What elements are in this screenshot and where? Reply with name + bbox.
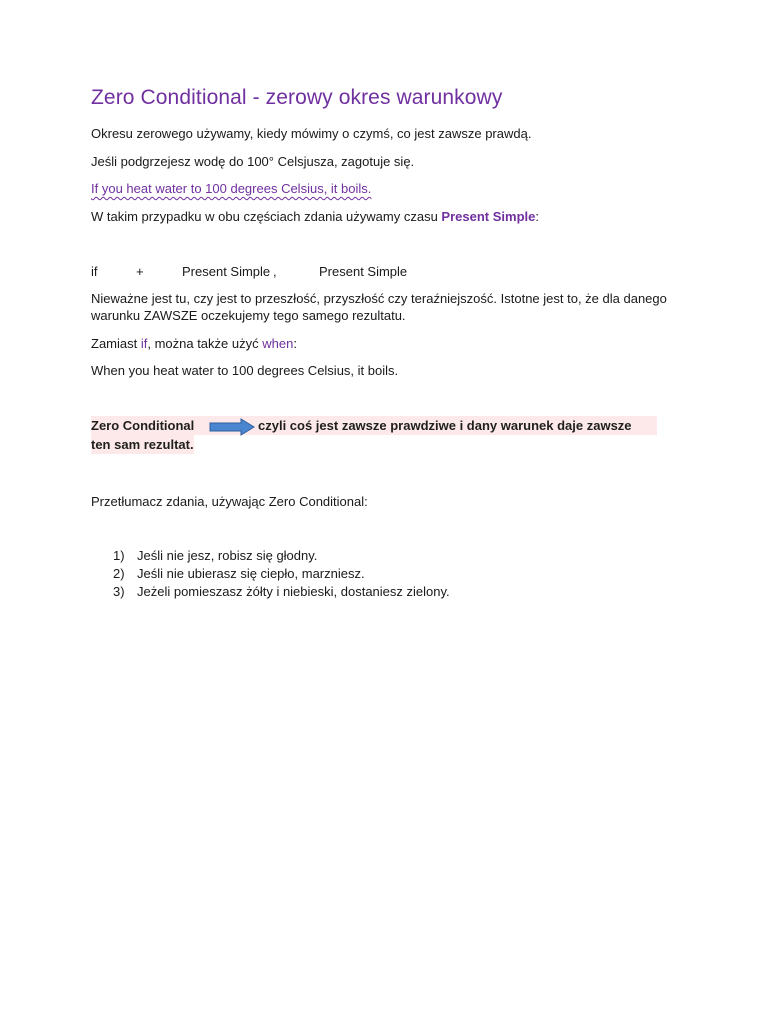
summary-line-1 [91, 416, 657, 435]
list-item-number: 2) [113, 566, 125, 581]
right-arrow-icon [209, 418, 255, 436]
formula-if: if [91, 264, 98, 279]
when-text-after: : [293, 336, 297, 351]
list-item-number: 3) [113, 584, 125, 599]
formula-comma: , [273, 264, 277, 279]
when-text-middle: , można także użyć [147, 336, 263, 351]
summary-highlight [91, 416, 657, 454]
tense-rule-colon: : [535, 209, 539, 224]
list-item-text: Jeśli nie jesz, robisz się głodny. [137, 548, 318, 563]
paragraph-polish-example: Jeśli podgrzejesz wodę do 100° Celsjusza, zagotuje się. [91, 154, 415, 169]
list-item-text: Jeżeli pomieszasz żółty i niebieski, dostaniesz zielony. [137, 584, 450, 599]
formula-row [0, 263, 768, 280]
summary-line-2: ten sam rezultat. [91, 437, 194, 452]
paragraph-definition: Okresu zerowego używamy, kiedy mówimy o czymś, co jest zawsze prawdą. [91, 126, 532, 141]
formula-present-simple-1: Present Simple [182, 264, 271, 279]
formula-plus: + [136, 264, 144, 279]
when-text-before: Zamiast [91, 336, 141, 351]
list-item-text: Jeśli nie ubierasz się ciepło, marzniesz. [137, 566, 365, 581]
tense-rule-text: W takim przypadku w obu częściach zdania używamy czasu [91, 209, 442, 224]
paragraph-when-alternative [91, 335, 297, 352]
exercise-instructions: Przetłumacz zdania, używając Zero Conditional: [91, 494, 368, 509]
summary-term: Zero Conditional [91, 418, 195, 433]
when-if-word: if [140, 336, 148, 351]
when-when-word: when [262, 336, 294, 351]
paragraph-importance-line1: Nieważne jest tu, czy jest to przeszłość, przyszłość czy teraźniejszość. Istotne jest to, że dla danego [91, 291, 667, 306]
formula-present-simple-2: Present Simple [319, 264, 408, 279]
document-title: Zero Conditional - zerowy okres warunkowy [91, 86, 503, 109]
paragraph-english-example: If you heat water to 100 degrees Celsius, it boils. [91, 181, 372, 196]
paragraph-importance-line2: warunku ZAWSZE oczekujemy tego samego rezultatu. [91, 308, 406, 323]
tense-rule-highlight: Present Simple [441, 209, 536, 224]
paragraph-tense-rule [91, 208, 539, 225]
paragraph-when-example: When you heat water to 100 degrees Celsius, it boils. [91, 363, 399, 378]
summary-explanation: czyli coś jest zawsze prawdziwe i dany warunek daje zawsze [258, 418, 632, 433]
list-item-number: 1) [113, 548, 125, 563]
